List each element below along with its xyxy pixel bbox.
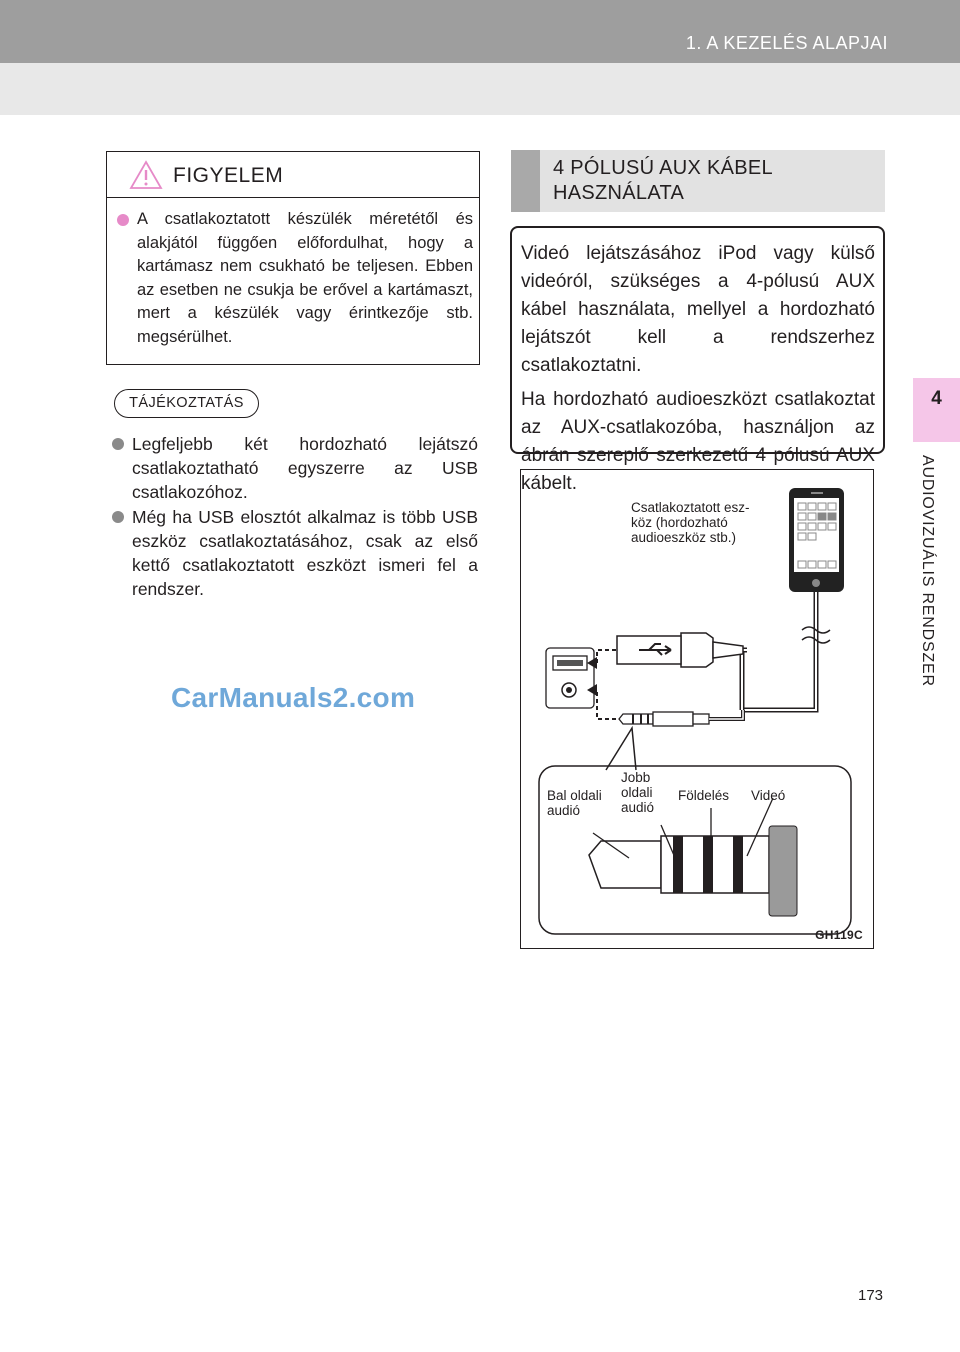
figure-code: GH119C bbox=[815, 928, 863, 942]
warning-text: A csatlakoztatott készülék méretétől és alakjától függően előfordulhat, hogy a kartámasz nem csukható be teljesen. Ebben az esetben ne csukja be erővel a kartámaszt, mert a készülék vagy érintkezője stb. megsérülhet. bbox=[137, 210, 473, 346]
page-number: 173 bbox=[858, 1287, 884, 1304]
chapter-number: 4 bbox=[931, 388, 942, 409]
section-heading bbox=[511, 150, 885, 212]
info-item-1 bbox=[112, 432, 478, 504]
bullet-icon bbox=[112, 511, 124, 523]
device-label: Csatlakoztatott esz- köz (hordozható audioeszköz stb.) bbox=[631, 500, 750, 545]
info-text-2: Még ha USB elosztót alkalmaz is több USB eszköz csatlakoztatásához, csak az első kettő csatlakoztatott eszközt ismeri fel a rendszer. bbox=[132, 507, 478, 599]
section-title-line-1: 4 PÓLUSÚ AUX KÁBEL bbox=[553, 157, 773, 179]
phone-icon bbox=[789, 488, 844, 592]
bullet-icon bbox=[117, 214, 129, 226]
ground-label: Földelés bbox=[678, 788, 730, 803]
warning-box bbox=[106, 151, 480, 365]
section-heading-text bbox=[553, 156, 773, 206]
warning-triangle-icon bbox=[129, 160, 163, 190]
aux-plug-icon bbox=[619, 712, 709, 726]
section-title: 1. A KEZELÉS ALAPJAI bbox=[685, 33, 888, 53]
warning-title: FIGYELEM bbox=[173, 164, 284, 187]
section-paragraph-2: Ha hordozható audioeszközt csatlakoztat az AUX-csatlakozóba, használjon az ábrán szereplő szerkezetű 4 pólusú AUX kábelt. bbox=[521, 389, 875, 494]
info-text-1: Legfeljebb két hordozható lejátszó csatlakoztatható egyszerre az USB csatlakozóhoz. bbox=[132, 434, 478, 502]
console-socket-icon bbox=[546, 648, 594, 708]
chapter-label: AUDIOVIZUÁLIS RENDSZER bbox=[919, 455, 936, 687]
info-label: TÁJÉKOZTATÁS bbox=[114, 389, 259, 418]
section-heading-bar bbox=[511, 150, 540, 212]
header-band bbox=[0, 63, 960, 115]
warning-header bbox=[107, 152, 479, 198]
aux-cable-figure bbox=[520, 469, 874, 949]
section-title-line-2: HASZNÁLATA bbox=[553, 182, 685, 204]
usb-plug-icon bbox=[617, 633, 743, 667]
video-label: Videó bbox=[751, 788, 786, 803]
section-body bbox=[510, 226, 885, 494]
section-paragraph-1: Videó lejátszásához iPod vagy külső videóról, szükséges a 4-pólusú AUX kábel használata, mellyel a hordozható lejátszót kell a rendszerhez csatlakoztatni. bbox=[521, 243, 875, 376]
info-item-2 bbox=[112, 505, 478, 601]
warning-item bbox=[117, 208, 473, 349]
left-audio-label: Bal oldali audió bbox=[547, 788, 602, 818]
watermark: CarManuals2.com bbox=[171, 682, 416, 713]
jack-closeup-icon bbox=[589, 826, 797, 916]
bullet-icon bbox=[112, 438, 124, 450]
right-audio-label: Jobb oldali audió bbox=[621, 770, 655, 815]
